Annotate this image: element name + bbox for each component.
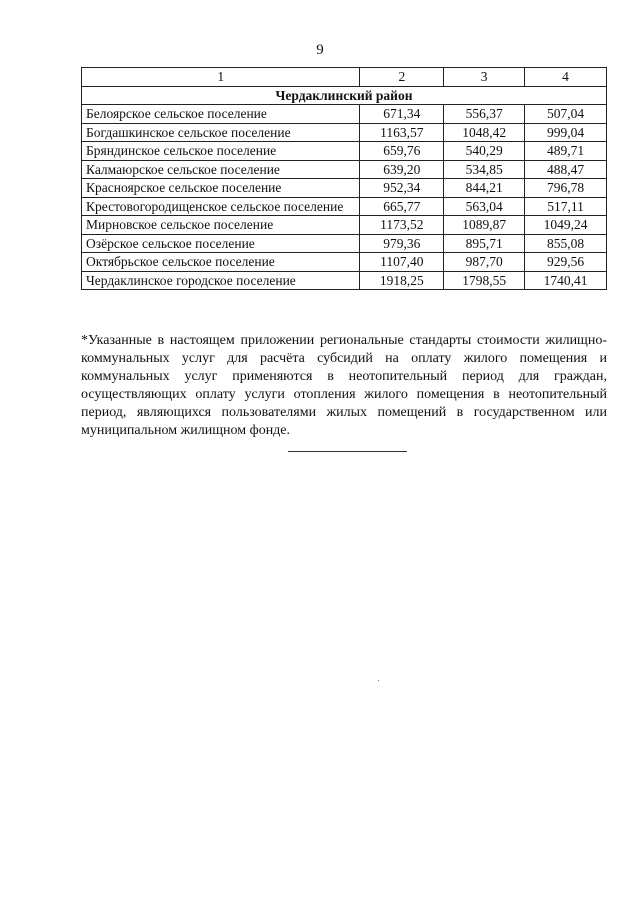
column-header: 4: [525, 68, 607, 87]
value-cell: 1089,87: [444, 216, 525, 235]
value-cell: 540,29: [444, 142, 525, 161]
value-cell: 507,04: [525, 105, 607, 124]
table-row: [82, 253, 607, 272]
value-cell: 665,77: [360, 197, 444, 216]
settlement-name: Красноярское сельское поселение: [82, 179, 360, 198]
table-row: [82, 271, 607, 290]
table-row: [82, 142, 607, 161]
settlement-name: Мирновское сельское поселение: [82, 216, 360, 235]
value-cell: 659,76: [360, 142, 444, 161]
value-cell: 796,78: [525, 179, 607, 198]
table-row: [82, 216, 607, 235]
value-cell: 895,71: [444, 234, 525, 253]
table-row: [82, 123, 607, 142]
value-cell: 929,56: [525, 253, 607, 272]
value-cell: 1163,57: [360, 123, 444, 142]
value-cell: 639,20: [360, 160, 444, 179]
value-cell: 1918,25: [360, 271, 444, 290]
value-cell: 987,70: [444, 253, 525, 272]
value-cell: 999,04: [525, 123, 607, 142]
column-header: 1: [82, 68, 360, 87]
table-row: [82, 179, 607, 198]
value-cell: 1173,52: [360, 216, 444, 235]
value-cell: 488,47: [525, 160, 607, 179]
column-header: 2: [360, 68, 444, 87]
value-cell: 979,36: [360, 234, 444, 253]
value-cell: 671,34: [360, 105, 444, 124]
value-cell: 489,71: [525, 142, 607, 161]
table-row: [82, 160, 607, 179]
footnote: *Указанные в настоящем приложении региональные стандарты стоимости жилищно-коммунальных услуг для расчёта субсидий на оплату жилого помещения и коммунальных услуг применяются в неотопительный период для граждан, осуществляющих оплату услуги отопления жилого помещения в неотопительный период, являющихся пользователями жилых помещений в государственном или муниципальном жилищном фонде.: [81, 333, 607, 438]
value-cell: 517,11: [525, 197, 607, 216]
value-cell: 534,85: [444, 160, 525, 179]
settlement-name: Чердаклинское городское поселение: [82, 271, 360, 290]
table-row: [82, 197, 607, 216]
column-header: 3: [444, 68, 525, 87]
value-cell: 952,34: [360, 179, 444, 198]
settlement-name: Октябрьское сельское поселение: [82, 253, 360, 272]
scan-speck: [378, 680, 379, 681]
table-row: [82, 234, 607, 253]
table-row: [82, 105, 607, 124]
value-cell: 1049,24: [525, 216, 607, 235]
settlement-name: Белоярское сельское поселение: [82, 105, 360, 124]
settlement-name: Богдашкинское сельское поселение: [82, 123, 360, 142]
value-cell: 556,37: [444, 105, 525, 124]
settlement-name: Бряндинское сельское поселение: [82, 142, 360, 161]
settlement-name: Озёрское сельское поселение: [82, 234, 360, 253]
value-cell: 1048,42: [444, 123, 525, 142]
rates-table: [81, 67, 607, 290]
value-cell: 1798,55: [444, 271, 525, 290]
table-header-row: [82, 68, 607, 87]
value-cell: 844,21: [444, 179, 525, 198]
value-cell: 1107,40: [360, 253, 444, 272]
settlement-name: Крестовогородищенское сельское поселение: [82, 197, 360, 216]
separator-line: [288, 451, 407, 452]
value-cell: 855,08: [525, 234, 607, 253]
settlement-name: Калмаюрское сельское поселение: [82, 160, 360, 179]
district-title: Чердаклинский район: [82, 86, 607, 105]
value-cell: 1740,41: [525, 271, 607, 290]
page-number: 9: [316, 42, 324, 58]
district-row: [82, 86, 607, 105]
value-cell: 563,04: [444, 197, 525, 216]
